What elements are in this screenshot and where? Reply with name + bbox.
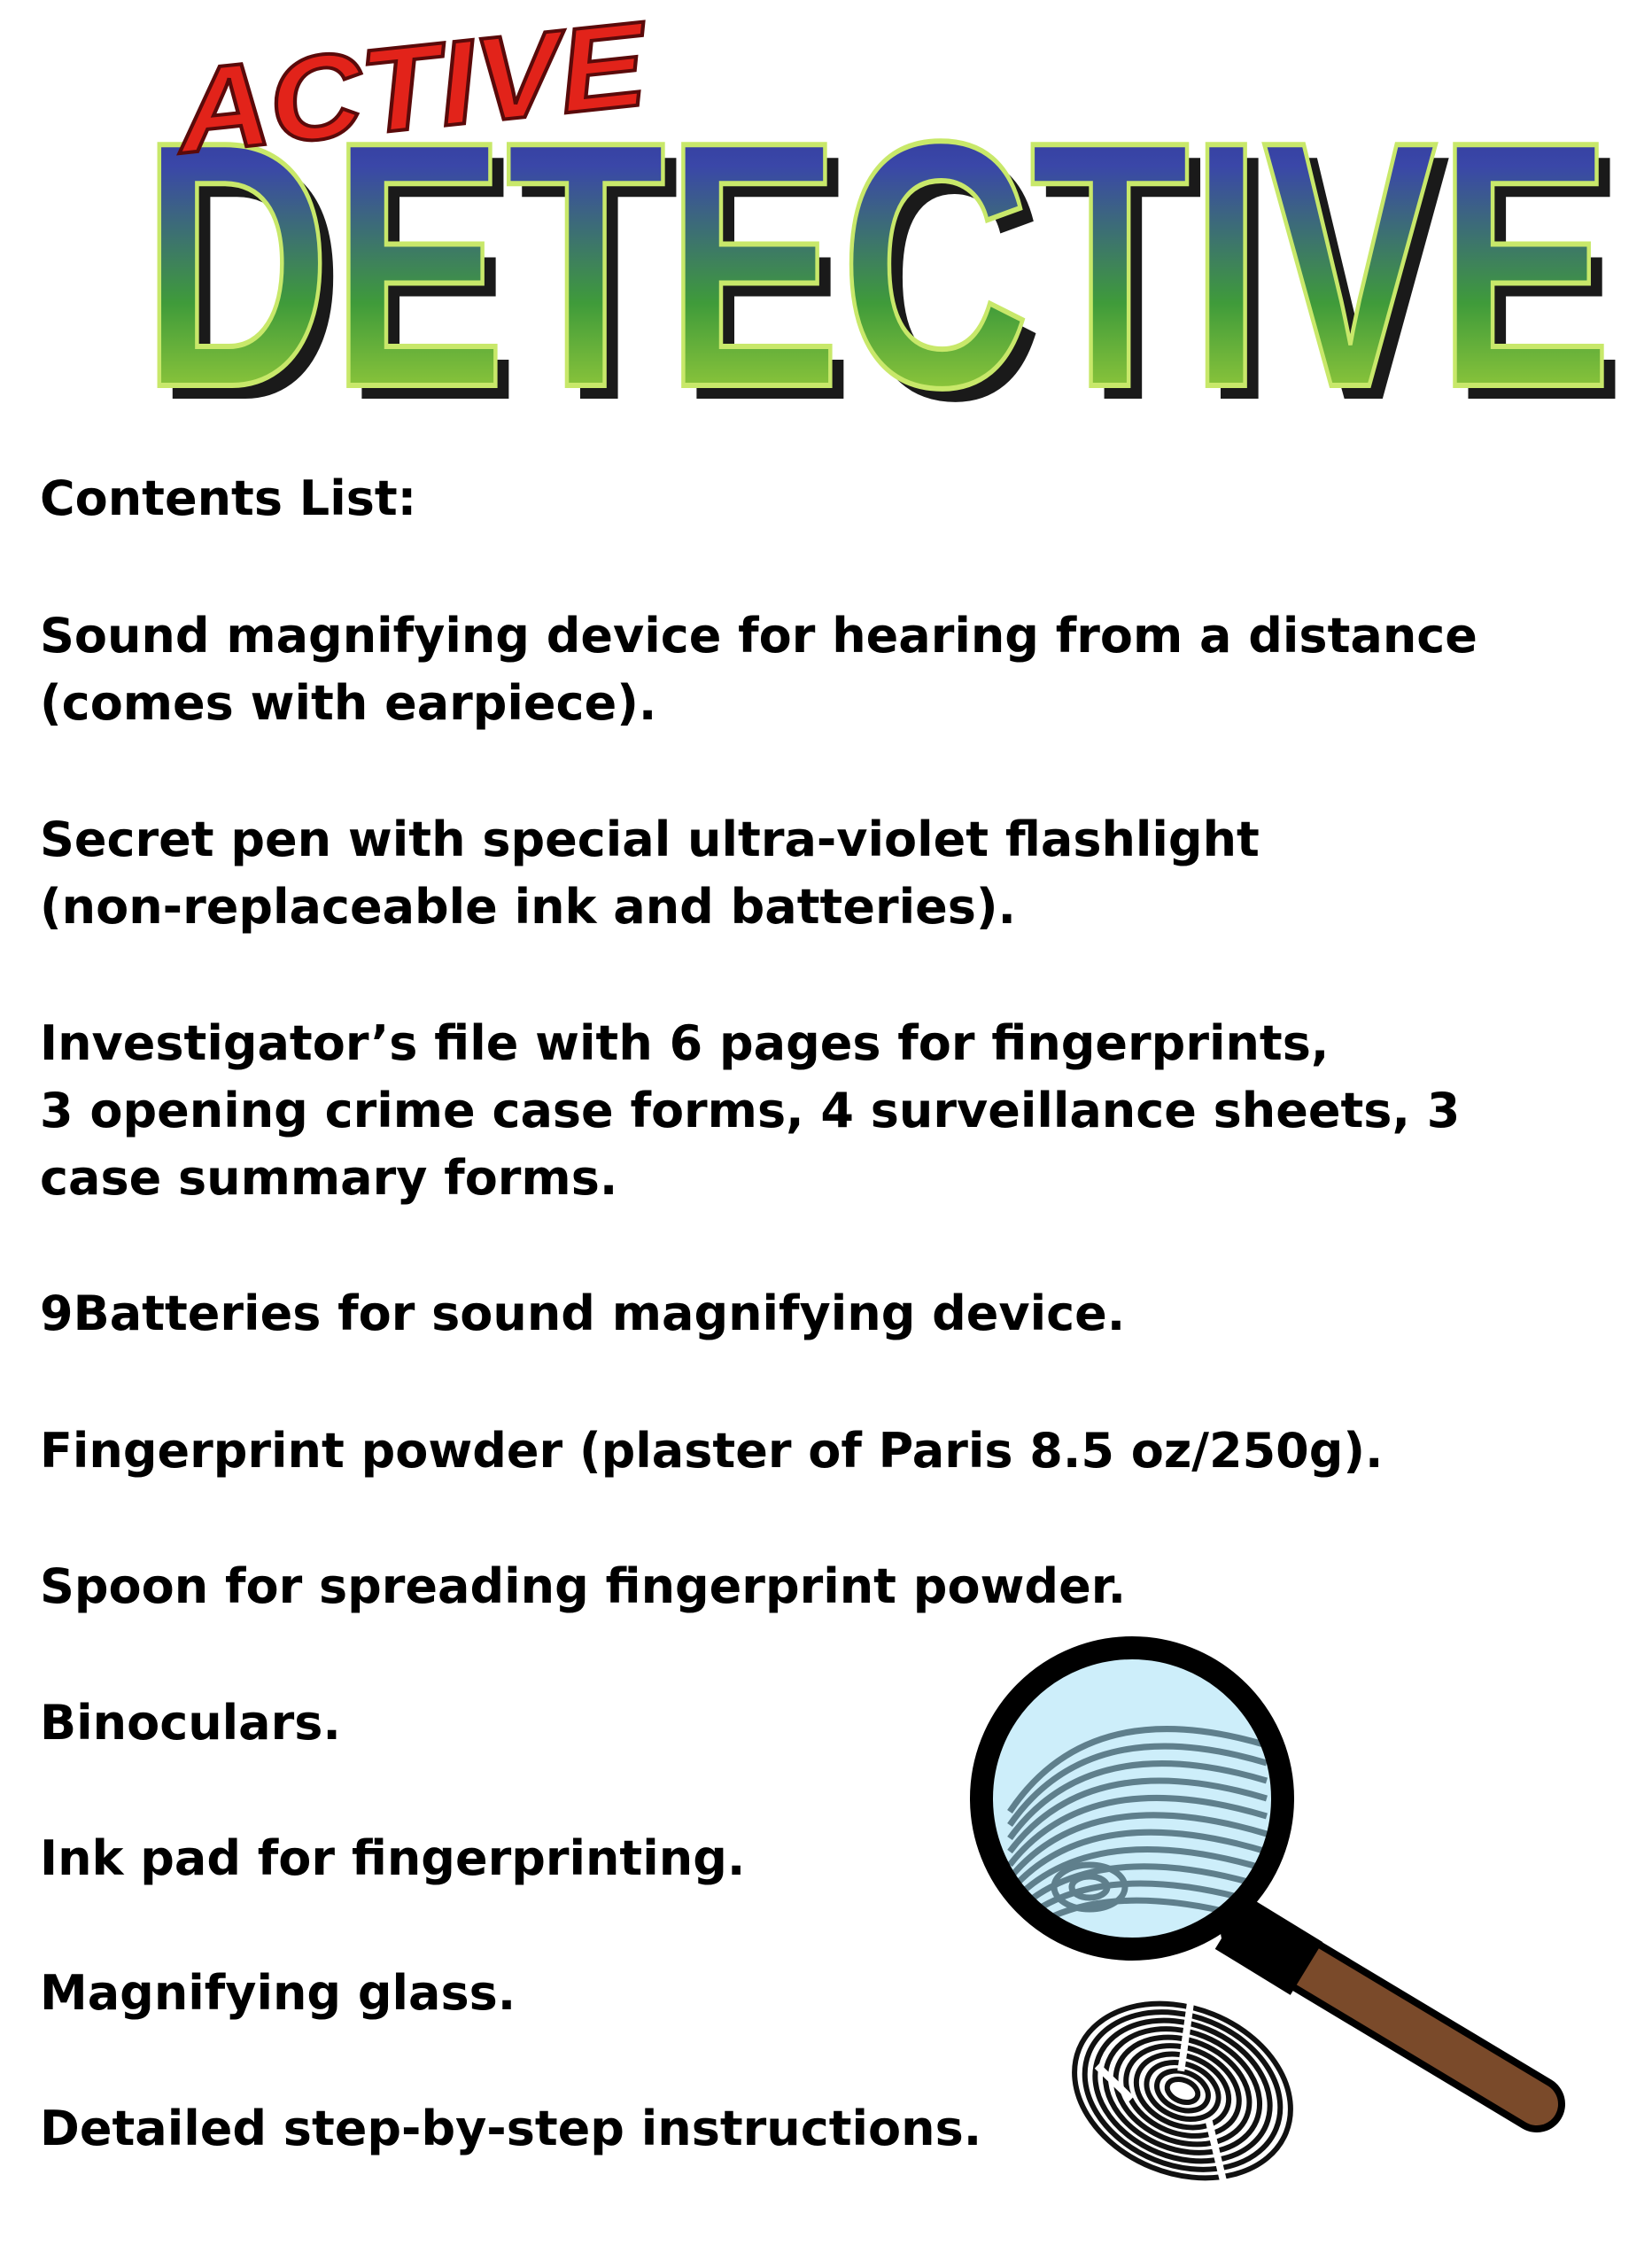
item-line: (comes with earpiece). [40,675,657,731]
item-line: Fingerprint powder (plaster of Paris 8.5 oz/250g). [40,1423,1384,1479]
list-item [40,1960,516,2027]
item-line: Investigator’s file with 6 pages for fingerprints, [40,1015,1330,1071]
item-line: Binoculars. [40,1695,341,1751]
item-line: Detailed step-by-step instructions. [40,2101,982,2156]
list-item [40,602,1477,737]
item-line: Secret pen with special ultra-violet flashlight [40,812,1260,867]
item-line: 9Batteries for sound magnifying device. [40,1285,1126,1341]
list-item [40,1280,1125,1348]
logo-graphic [0,0,1652,425]
magnifier-illustration [957,1621,1577,2197]
item-line: case summary forms. [40,1150,618,1206]
item-line: 3 opening crime case forms, 4 surveillance sheets, 3 [40,1083,1461,1138]
item-line: Sound magnifying device for hearing from a distance [40,608,1477,664]
list-item [40,806,1260,941]
logo-main-word-shadow: DETECTIVE [155,82,1625,425]
list-item [40,1689,341,1757]
item-line: Spoon for spreading fingerprint powder. [40,1558,1127,1614]
item-line: Ink pad for fingerprinting. [40,1830,746,1886]
brand-logo [0,0,1652,425]
fingerprint-icon [1038,1964,1326,2197]
magnifier-graphic [957,1621,1577,2197]
list-item [40,1825,745,1892]
contents-heading: Contents List: [40,470,417,526]
list-item [40,2095,981,2163]
logo-top-word: ACTIVE [170,0,621,179]
list-item [40,1418,1384,1485]
logo-main-word: DETECTIVE [142,68,1612,425]
item-line: (non-replaceable ink and batteries). [40,879,1017,935]
list-item [40,1553,1126,1620]
item-line: Magnifying glass. [40,1965,516,2021]
magnifying-glass-icon [981,1648,1283,1949]
list-item [40,1010,1460,1212]
